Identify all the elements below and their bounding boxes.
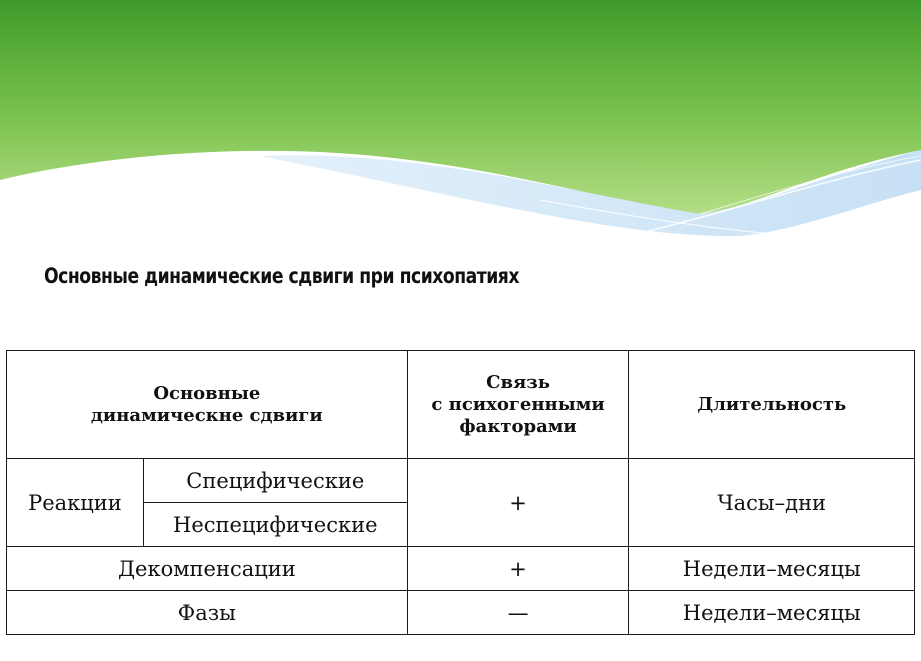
cell-reactions: Реакции — [7, 459, 144, 547]
decorative-wave-banner — [0, 0, 921, 250]
header-main-shifts-line1: Основные — [153, 382, 261, 404]
header-main-shifts — [7, 351, 408, 459]
cell-reactions-duration: Часы–дни — [629, 459, 915, 547]
cell-specific: Специфические — [143, 459, 407, 503]
cell-reactions-link: + — [407, 459, 629, 547]
cell-nonspecific: Неспецифические — [143, 503, 407, 547]
header-link-line2: с психогенными — [431, 393, 605, 415]
header-link-line1: Связь — [486, 371, 550, 393]
cell-decompensation: Декомпенсации — [7, 547, 408, 591]
header-link-line3: факторами — [459, 415, 577, 437]
header-main-shifts-line2: динамическне сдвиги — [90, 404, 323, 426]
cell-phases-link: — — [407, 591, 629, 635]
header-psychogenic-link — [407, 351, 629, 459]
table-header-row — [7, 351, 915, 459]
table-row — [7, 591, 915, 635]
cell-phases-duration: Недели–месяцы — [629, 591, 915, 635]
dynamic-shifts-table — [6, 350, 915, 635]
table-row — [7, 459, 915, 503]
slide-title: Основные динамические сдвиги при психопатиях — [44, 264, 519, 288]
header-duration: Длительность — [629, 351, 915, 459]
table-row — [7, 547, 915, 591]
cell-decompensation-duration: Недели–месяцы — [629, 547, 915, 591]
cell-phases: Фазы — [7, 591, 408, 635]
cell-decompensation-link: + — [407, 547, 629, 591]
